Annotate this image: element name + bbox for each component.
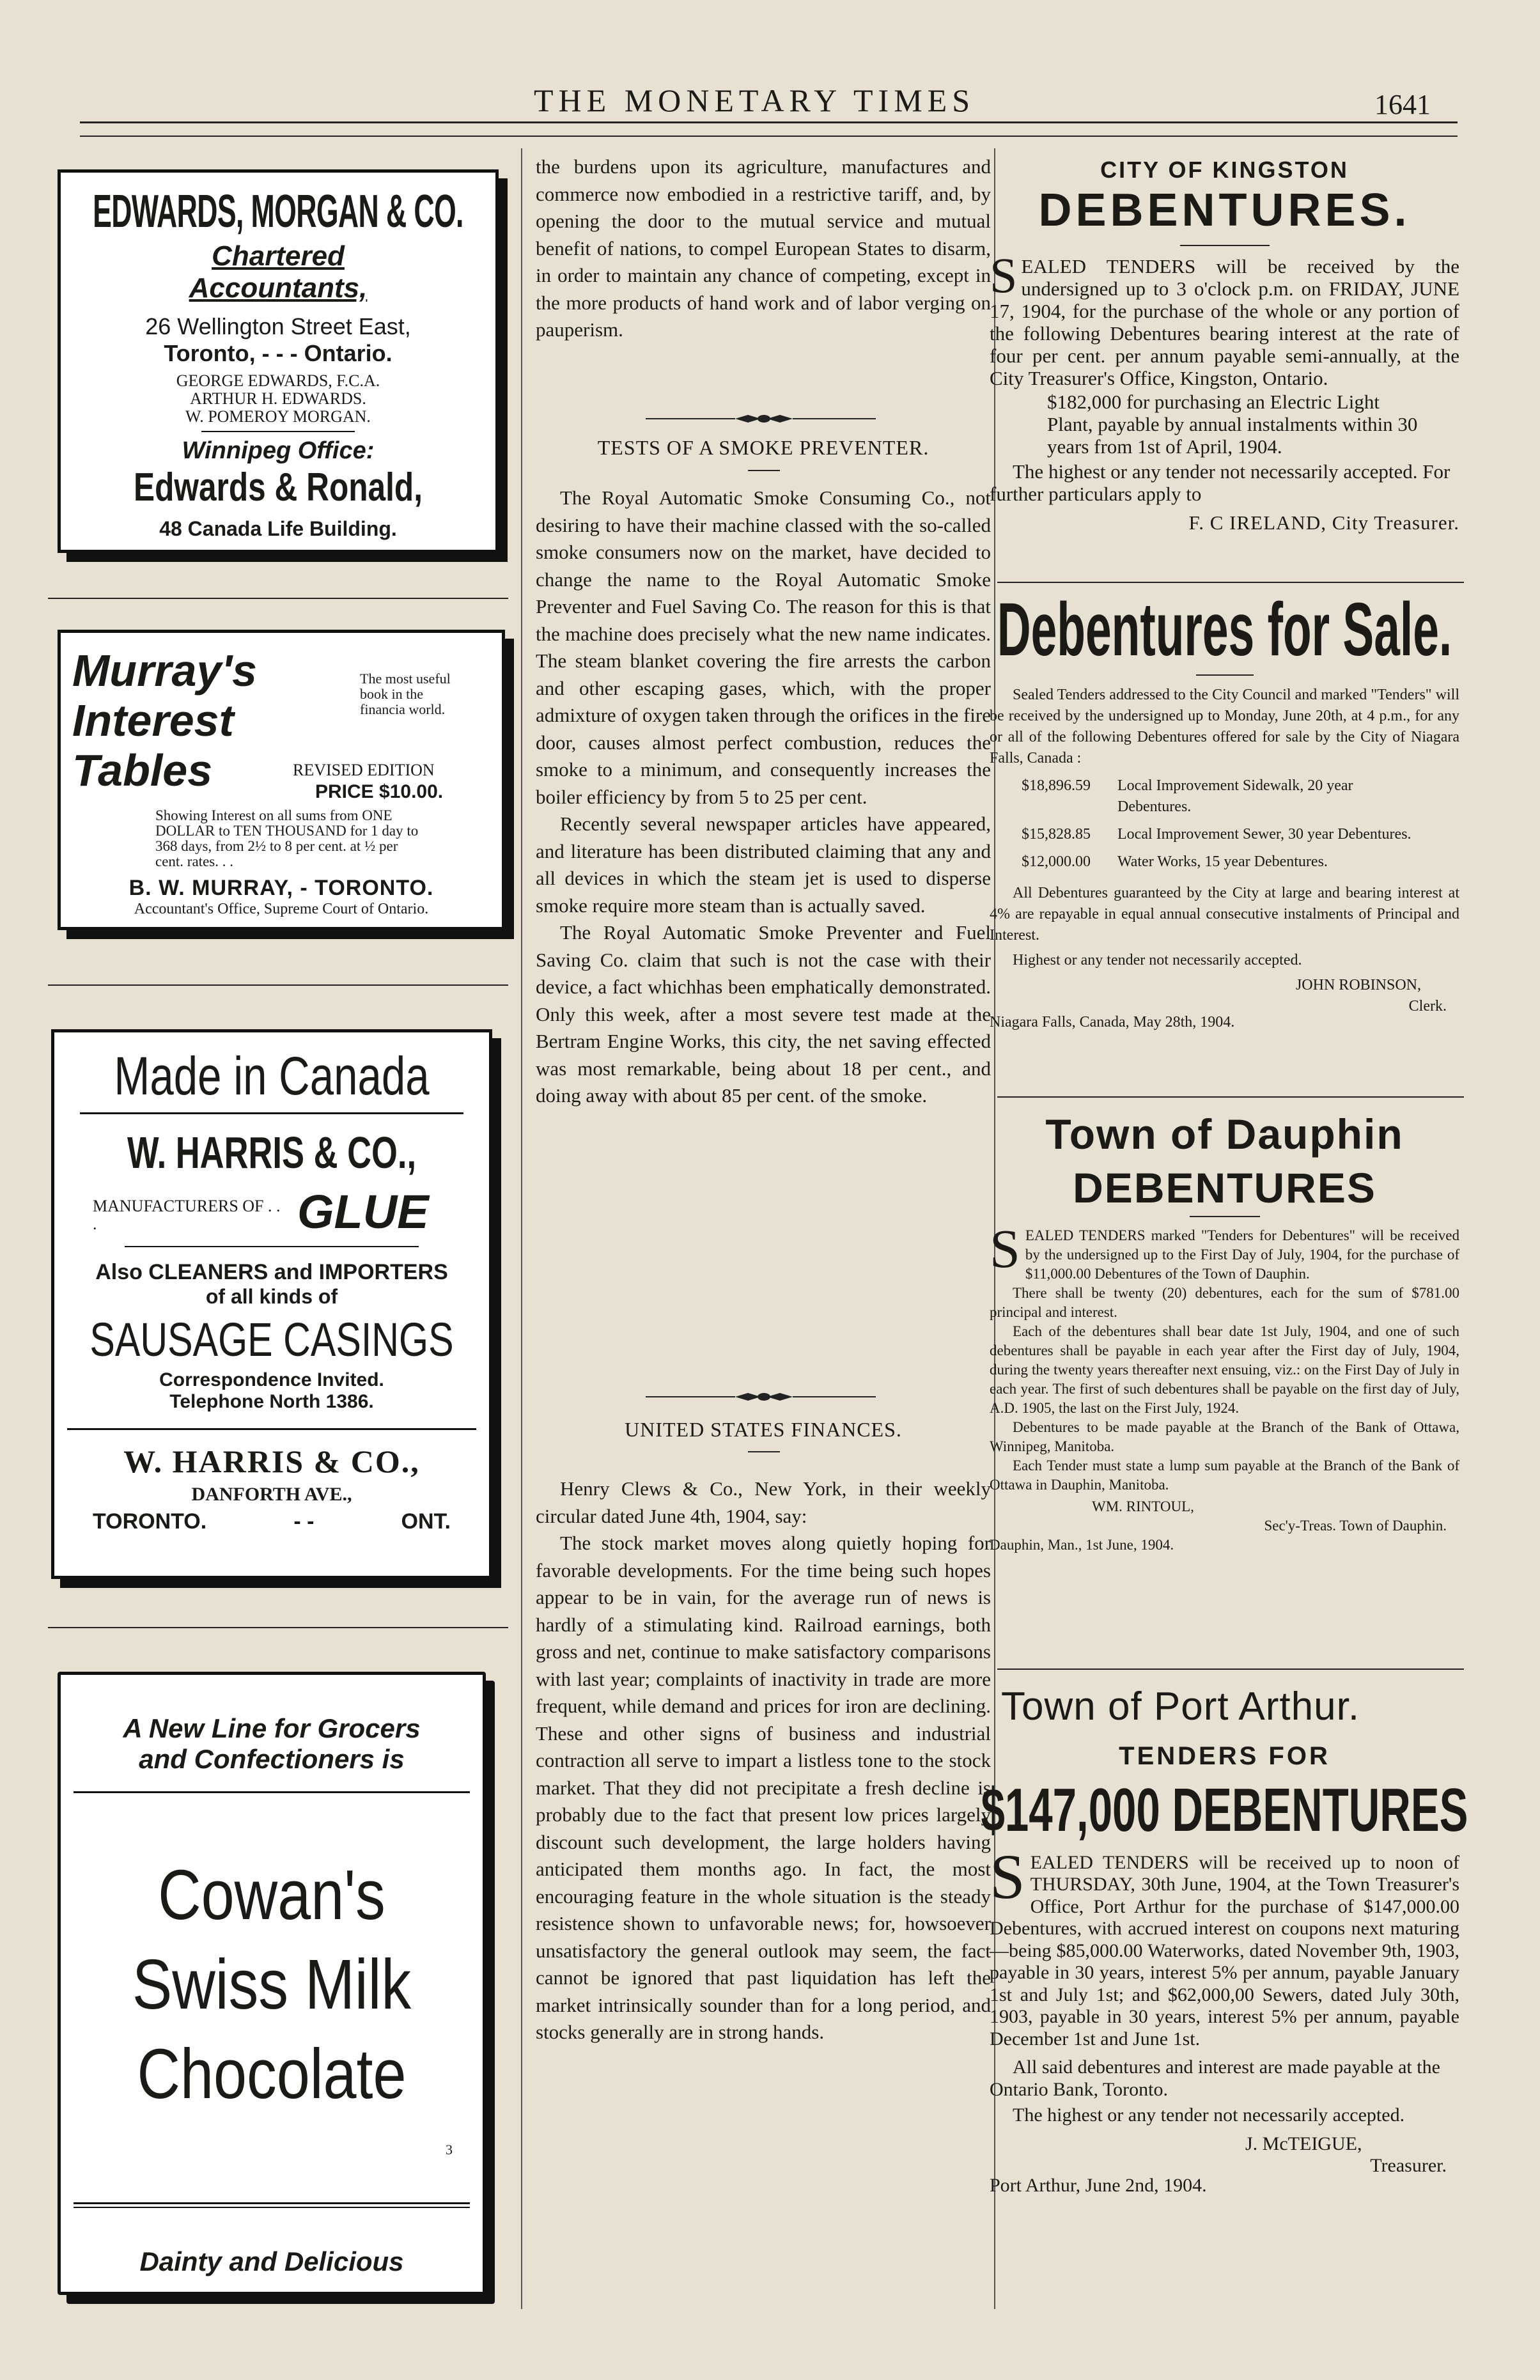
ad-casings: SAUSAGE CASINGS	[89, 1313, 454, 1366]
ad-blurb: The most useful book in the financia world.	[360, 671, 451, 717]
notice-separator	[997, 1096, 1464, 1098]
ad-product-line: Swiss Milk	[132, 1945, 412, 2024]
notice-paragraph: There shall be twenty (20) debentures, each for the sum of $781.00 principal and interest.	[990, 1285, 1459, 1320]
ornament-divider	[646, 412, 876, 425]
item-desc: Water Works, 15 year Debentures.	[1117, 853, 1328, 870]
notice-dateline: Niagara Falls, Canada, May 28th, 1904.	[990, 1014, 1235, 1031]
article-paragraph: the burdens upon its agriculture, manufactures and commerce now embodied in a restrictive tariff, and, by opening the door to the mutual service and mutual benefit of nations, to compel European States to disarm, in order to maintain any chance of competing, except in the more products of hand work and of labor verging on pauperism.	[536, 155, 991, 341]
ad-street: DANFORTH AVE.,	[191, 1484, 352, 1505]
notice-role: Clerk.	[1408, 998, 1447, 1015]
smoke-article	[536, 485, 991, 1110]
ad-of-all: of all kinds of	[205, 1285, 338, 1308]
edwards-morgan-ad	[58, 169, 499, 553]
debenture-item	[1022, 852, 1459, 873]
ad-title: Tables	[72, 745, 213, 795]
ad-title: Interest	[72, 696, 234, 745]
notice-note: Highest or any tender not necessarily accepted.	[1013, 952, 1302, 968]
notice-subtitle: DEBENTURES	[1073, 1164, 1376, 1211]
notice-paragraph: Debentures to be made payable at the Branch of the Bank of Ottawa, Winnipeg, Manitoba.	[990, 1419, 1459, 1454]
ad-divider	[201, 431, 355, 432]
ad-partner: W. POMEROY MORGAN.	[185, 407, 371, 426]
niagara-notice	[990, 585, 1459, 1033]
ad-address: 26 Wellington Street East,	[145, 313, 411, 339]
kingston-notice	[990, 159, 1459, 534]
notice-item: $182,000 for purchasing an Electric Light Plant, payable by annual instalments within 30 years from 1st of April, 1904.	[1047, 391, 1418, 458]
us-finances-article	[536, 1475, 991, 2046]
ad-product-line: Chocolate	[137, 2035, 407, 2113]
notice-title: Town of Dauphin	[1045, 1110, 1404, 1158]
ad-partner: GEORGE EDWARDS, F.C.A.	[176, 371, 380, 390]
notice-city: CITY OF KINGSTON	[1100, 157, 1349, 183]
section-heading-smoke: TESTS OF A SMOKE PREVENTER.	[597, 436, 929, 459]
article-continued	[536, 153, 991, 344]
notice-note: The highest or any tender not necessarily accepted. For further particulars apply to	[990, 460, 1451, 505]
notice-paragraph: All said debentures and interest are made payable at the Ontario Bank, Toronto.	[990, 2057, 1440, 2100]
article-paragraph: The Royal Automatic Smoke Consuming Co., not desiring to have their machine classed with the so-called smoke consumers now on the market, have decided to change the name to the Royal Automatic Smoke Preventer and Fuel Saving Co. The reason for this is that the machine does precisely what the new name indicates. The steam blanket covering the fire arrests the carbon and other escaping gases, which, with the proper admixture of oxygen taken through the orifices in the fire door, causes almost perfect combustion, reduces the smoke to a minimum, and consequently increases the boiler efficiency by from 5 to 25 per cent.	[536, 486, 991, 808]
ad-revised: REVISED EDITION	[293, 761, 435, 779]
article-paragraph: The stock market moves along quietly hoping for favorable developments. For the time being such hopes appear to be in vain, for the average run of news is hardly of a stimulating kind. Railroad earnings, both gross and net, continue to make satisfactory comparisons with last year; complaints of inactivity in trade are more frequent, while demand and prices for iron are declining. These and other signs of business and industrial contraction all serve to impart a listless tone to the stock market. That they did not precipitate a fresh decline is probably due to the fact that present low prices largely discount such development, the large holders having anticipated them months ago. In fact, the most encouraging feature in the whole situation is the steady resistence shown to unfavorable news; for, howsoever unsatisfactory the general outlook may seem, the fact cannot be ignored that past liquidation has left the market intrinsically sounder than for a long period, and stocks generally are in strong hands.	[536, 1532, 991, 2043]
ad-city: TORONTO.	[93, 1509, 207, 1534]
notice-signer: J. McTEIGUE,	[1245, 2133, 1362, 2154]
notice-text: EALED TENDERS will be received by the undersigned up to 3 o'clock p.m. on FRIDAY, JUNE 17, 1904, for the purchase of the whole or any portion of the following Debentures bearing interest at the rate of four per cent. per annum payable semi-annually, at the City Treasurer's Office, Kingston, Ontario.	[990, 255, 1459, 389]
header-rule	[80, 121, 1458, 123]
ornament-divider	[646, 1390, 876, 1403]
article-paragraph: Recently several newspaper articles have appeared, and literature has been distributed claiming that any and all devices in which the steam jet is used to disperse smoke require more steam than is actually saved.	[536, 813, 991, 917]
heading-rule	[748, 1451, 780, 1452]
murray-tables-ad	[58, 630, 505, 930]
notice-title: DEBENTURES.	[1038, 185, 1411, 236]
dauphin-notice	[990, 1106, 1459, 1555]
section-heading-us: UNITED STATES FINANCES.	[625, 1418, 902, 1441]
ad-product: GLUE	[297, 1185, 429, 1238]
notice-guarantee: All Debentures guaranteed by the City at large and bearing interest at 4% are repayable in equal annual consecutive instalments of Principal and Interest.	[990, 885, 1459, 944]
page-number: 1641	[1374, 89, 1431, 120]
notice-paragraph: The highest or any tender not necessarily accepted.	[1013, 2104, 1405, 2126]
ad-firm: W. HARRIS & CO.,	[127, 1128, 417, 1178]
drop-cap: S	[990, 1218, 1020, 1279]
notice-sign: F. C IRELAND, City Treasurer.	[1188, 511, 1459, 534]
notice-amount: $147,000 DEBENTURES	[981, 1775, 1468, 1844]
ad-mark: 3	[446, 2142, 453, 2158]
ad-price: PRICE $10.00.	[315, 781, 444, 802]
debenture-item	[1022, 775, 1459, 818]
ad-divider	[125, 1246, 419, 1247]
notice-signer: WM. RINTOUL,	[1092, 1498, 1194, 1514]
notice-rule	[1196, 674, 1254, 676]
notice-dateline: Port Arthur, June 2nd, 1904.	[990, 2174, 1207, 2196]
notice-text: EALED TENDERS marked "Tenders for Debentures" will be received by the undersigned up to the First Day of July, 1904, for the purchase of $11,000.00 Debentures of the Town of Dauphin.	[1025, 1227, 1459, 1282]
page-header-title: THE MONETARY TIMES	[534, 82, 975, 118]
ad-intro: A New Line for Grocers	[123, 1713, 421, 1743]
item-desc: Local Improvement Sewer, 30 year Debentures.	[1117, 826, 1412, 843]
ad-title: Murray's	[72, 646, 257, 696]
notice-separator	[997, 582, 1464, 583]
notice-title: Town of Port Arthur.	[1001, 1684, 1360, 1729]
ad-divider	[80, 1112, 463, 1114]
heading-rule	[748, 470, 780, 471]
ad-headline: Made in Canada	[114, 1046, 430, 1106]
ad-tag: Dainty and Delicious	[139, 2246, 404, 2276]
notice-dateline: Dauphin, Man., 1st June, 1904.	[990, 1537, 1174, 1553]
notice-text: EALED TENDERS will be received up to noon of THURSDAY, 30th June, 1904, at the Town Treasurer's Office, Port Arthur for the purchase of $147,000.00 Debentures, with accrued interest on coupons next maturing—being $85,000.00 Waterworks, dated November 9th, 1903, payable in 30 years, interest 5% per annum, payable January 1st and July 1st; and $62,000,00 Sewers, dated July 30th, 1903, payable in 30 years, interest 5% per annum, payable December 1st and June 1st.	[990, 1851, 1459, 2049]
debenture-item	[1022, 824, 1459, 845]
ad-author: B. W. MURRAY, - TORONTO.	[128, 876, 434, 900]
notice-body	[990, 247, 1459, 389]
ad-firm2: Edwards & Ronald,	[134, 465, 423, 509]
ad-divider	[67, 1428, 476, 1430]
item-desc: Local Improvement Sidewalk, 20 year Debentures.	[1117, 777, 1353, 815]
item-amount: $15,828.85	[1022, 826, 1091, 843]
ad-separator	[48, 1627, 508, 1628]
drop-cap: S	[990, 247, 1018, 303]
ad-partner: ARTHUR H. EDWARDS.	[190, 389, 366, 408]
ad-corr: Correspondence Invited.	[159, 1369, 384, 1390]
notice-body	[990, 1840, 1459, 2051]
article-paragraph: The Royal Automatic Smoke Preventer and Fuel Saving Co. claim that such is not the case with their device, a fact whichhas been emphatically demonstrated. Only this week, after a most severe test made at the Bertram Engine Works, this city, the net saving effected was most remarkable, being about 18 per cent., and doing away with about 85 per cent. of the smoke.	[536, 921, 991, 1107]
header-rule-thin	[80, 136, 1458, 137]
ad-line: Accountants,	[189, 272, 368, 304]
notice-rule	[1190, 1216, 1260, 1217]
notice-role: Sec'y-Treas. Town of Dauphin.	[1264, 1518, 1447, 1534]
ad-mfr: MANUFACTURERS OF . . .	[93, 1197, 281, 1233]
port-arthur-notice	[981, 1681, 1468, 2197]
drop-cap: S	[990, 1840, 1025, 1912]
ad-firm2: W. HARRIS & CO.,	[123, 1443, 420, 1479]
harris-glue-ad	[51, 1029, 492, 1579]
ad-divider	[74, 2207, 470, 2208]
notice-body: Sealed Tenders addressed to the City Council and marked "Tenders" will be received by the undersigned up to Monday, June 20th, at 4 p.m., for any or all of the following Debentures offered for sale by the City of Niagara Falls, Canada :	[990, 687, 1459, 766]
ad-divider	[74, 1791, 470, 1793]
ad-building: 48 Canada Life Building.	[159, 517, 397, 540]
notice-signer: JOHN ROBINSON,	[1295, 977, 1421, 993]
column-rule-left	[521, 148, 522, 2309]
notice-role: Treasurer.	[1370, 2155, 1447, 2176]
ad-separator	[48, 984, 508, 986]
notice-paragraph: Each of the debentures shall bear date 1st July, 1904, and one of such debentures shall be payable in each year after the First day of July, 1904, during the twenty years thereafter next ensuing, viz.: on the First Day of July in each year. The first of such debentures shall be payable on the first day of July, A.D. 1905, the last on the First July, 1924.	[990, 1323, 1459, 1416]
ad-intro: and Confectioners is	[139, 1744, 405, 1774]
notice-rule	[1180, 245, 1270, 246]
notice-title: Debentures for Sale.	[997, 587, 1452, 672]
ad-product-line: Cowan's	[158, 1856, 385, 1934]
ad-office: Winnipeg Office:	[182, 437, 375, 464]
ad-line: Chartered	[212, 240, 345, 272]
notice-body	[990, 1218, 1459, 1284]
ad-dashes: - -	[293, 1509, 315, 1534]
item-amount: $12,000.00	[1022, 853, 1091, 870]
ad-desc: Showing Interest on all sums from ONE DOLLAR to TEN THOUSAND for 1 day to 368 days, from 2½ to 8 per cent. at ½ per cent. rates. . .	[155, 807, 419, 869]
cowan-chocolate-ad	[58, 1672, 486, 2295]
ad-address: Toronto, - - - Ontario.	[164, 340, 393, 366]
ad-prov: ONT.	[401, 1509, 451, 1534]
ad-phone: Telephone North 1386.	[169, 1391, 374, 1412]
ad-separator	[48, 598, 508, 599]
ad-divider	[74, 2202, 470, 2204]
ad-office: Accountant's Office, Supreme Court of Ontario.	[134, 901, 429, 917]
notice-sub: TENDERS FOR	[1119, 1742, 1330, 1770]
notice-paragraph: Each Tender must state a lump sum payable at the Branch of the Bank of Ottawa in Dauphin, Manitoba.	[990, 1458, 1459, 1493]
item-amount: $18,896.59	[1022, 777, 1091, 794]
notice-separator	[997, 1668, 1464, 1670]
ad-firm-name: EDWARDS, MORGAN & CO.	[93, 186, 463, 237]
article-paragraph: Henry Clews & Co., New York, in their weekly circular dated June 4th, 1904, say:	[536, 1477, 991, 1527]
ad-also: Also CLEANERS and IMPORTERS	[95, 1260, 448, 1284]
